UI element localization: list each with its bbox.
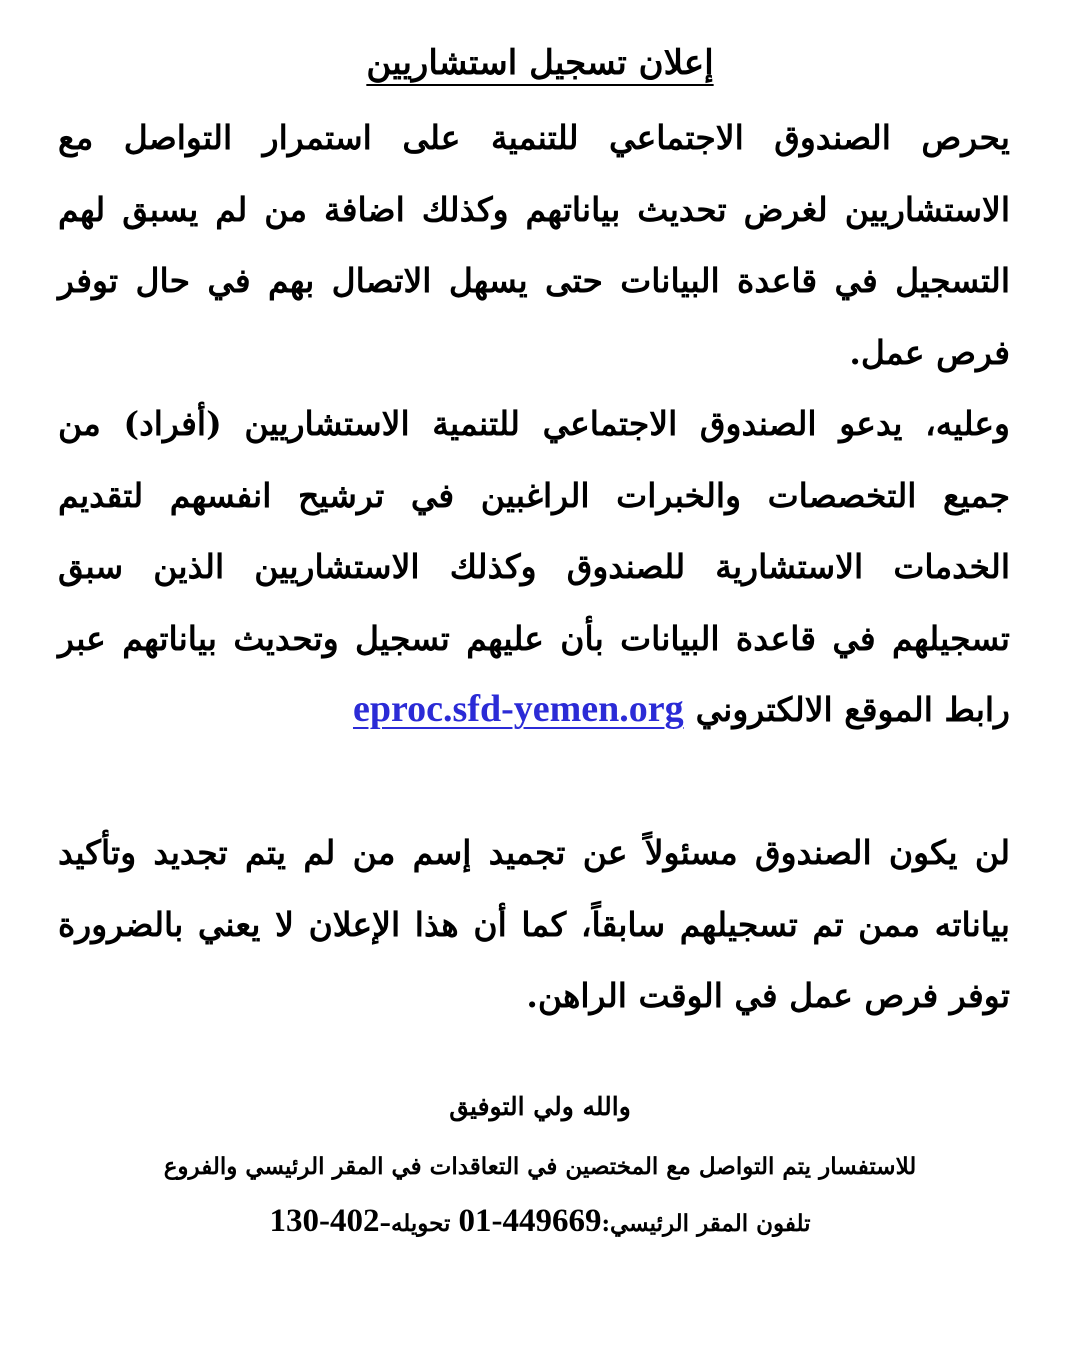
contact-note: للاستفسار يتم التواصل مع المختصين في التعاقدات في المقر الرئيسي والفروع — [163, 1153, 917, 1180]
website-link[interactable]: eproc.sfd-yemen.org — [352, 688, 684, 730]
announcement-title — [0, 38, 1080, 88]
website-link-prefix: رابط الموقع الالكتروني — [695, 690, 1010, 729]
closing-line: والله ولي التوفيق — [449, 1092, 631, 1121]
extension-number: 130-402 — [269, 1203, 380, 1239]
paragraph-disclaimer: لن يكون الصندوق مسئولاً عن تجميد إسم من لم يتم تجديد وتأكيد بياناته ممن تم تسجيلهم سابقاً، كما أن هذا الإعلان لا يعني بالضرورة توفر فرص عمل في الوقت الراهن. — [58, 833, 1010, 1015]
paragraph-invitation: وعليه، يدعو الصندوق الاجتماعي للتنمية الاستشاريين (أفراد) من جميع التخصصات والخبرات الراغبين في ترشيح انفسهم لتقديم الخدمات الاستشارية للصندوق وكذلك الاستشاريين الذين سبق تسجيلهم في قاعدة البيانات بأن عليهم تسجيل وتحديث بياناتهم عبر — [58, 404, 1010, 658]
paragraph-intro: يحرص الصندوق الاجتماعي للتنمية على استمرار التواصل مع الاستشاريين لغرض تحديث بياناتهم وكذلك اضافة من لم يسبق لهم التسجيل في قاعدة البيانات حتى يسهل الاتصال بهم في حال توفر فرص عمل. — [58, 118, 1010, 372]
phone-line: تلفون المقر الرئيسي:01-449669 تحويله–130-402 — [269, 1203, 811, 1239]
paragraph-disclaimer-block — [58, 817, 1010, 1032]
announcement-title-text: إعلان تسجيل استشاريين — [366, 43, 714, 83]
phone-number: 01-449669 — [458, 1203, 602, 1239]
body-paragraphs — [58, 102, 1010, 746]
extension-label: تحويله — [390, 1210, 451, 1237]
phone-label: تلفون المقر الرئيسي: — [601, 1210, 811, 1237]
